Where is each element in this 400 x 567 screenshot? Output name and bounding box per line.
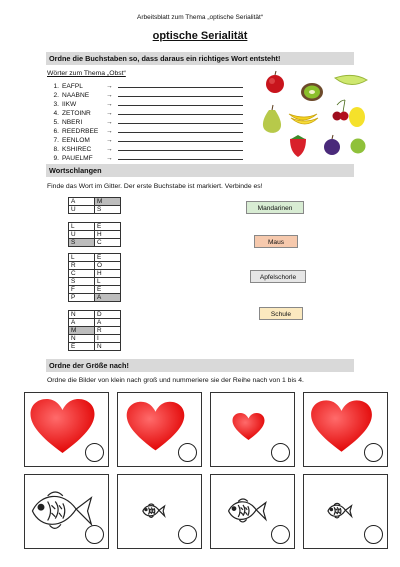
anagram-number: 8. (53, 146, 59, 153)
grid-cell[interactable]: H (95, 231, 121, 239)
answer-line[interactable] (118, 153, 243, 160)
anagram-word: REEDRBEE (62, 128, 99, 135)
grid-cell[interactable]: S (95, 206, 121, 214)
tag-schule[interactable]: Schule (259, 307, 303, 320)
number-circle[interactable] (364, 443, 383, 462)
grid-cell[interactable]: C (69, 270, 95, 278)
grid-cell[interactable]: M (95, 198, 121, 206)
answer-line[interactable] (118, 126, 243, 133)
anagram-item (47, 117, 243, 126)
anagram-item (47, 144, 243, 153)
answer-line[interactable] (118, 144, 243, 151)
arrow-icon: → (106, 155, 113, 162)
answer-line[interactable] (118, 117, 243, 124)
grid-cell[interactable]: O (95, 262, 121, 270)
number-circle[interactable] (178, 525, 197, 544)
grid-cell[interactable]: P (69, 294, 95, 302)
section-heading-size: Ordne der Größe nach! (46, 359, 354, 372)
plum-icon (324, 135, 340, 155)
apple-icon (266, 71, 284, 93)
anagram-number: 3. (53, 101, 59, 108)
anagram-number: 4. (53, 110, 59, 117)
banana-icon (289, 114, 318, 124)
answer-line[interactable] (118, 81, 243, 88)
grid-cell[interactable]: E (69, 343, 95, 351)
number-circle[interactable] (178, 443, 197, 462)
wordsnake-grid-2[interactable] (68, 222, 121, 247)
number-circle[interactable] (85, 443, 104, 462)
page-header: Arbeitsblatt zum Thema „optische Serialität“ (137, 14, 263, 21)
answer-line[interactable] (118, 90, 243, 97)
tag-maus[interactable]: Maus (254, 235, 298, 248)
size-instruction: Ordne die Bilder von klein nach groß und nummeriere sie der Reihe nach von 1 bis 4. (47, 377, 304, 384)
grid-cell[interactable]: I (95, 335, 121, 343)
arrow-icon: → (106, 128, 113, 135)
fish-card (24, 474, 109, 549)
anagram-item (47, 153, 243, 162)
lemon-icon (349, 107, 365, 127)
grid-cell[interactable]: L (95, 278, 121, 286)
strawberry-icon (290, 135, 306, 157)
anagram-subtitle: Wörter zum Thema „Obst“ (47, 70, 126, 77)
arrow-icon: → (106, 83, 113, 90)
arrow-icon: → (106, 119, 113, 126)
anagram-word: NAABNE (62, 92, 90, 99)
number-circle[interactable] (271, 443, 290, 462)
grid-cell[interactable]: H (95, 270, 121, 278)
arrow-icon: → (106, 110, 113, 117)
grid-cell[interactable]: D (95, 311, 121, 319)
anagram-word: EENLOM (62, 137, 90, 144)
arrow-icon: → (106, 92, 113, 99)
answer-line[interactable] (118, 135, 243, 142)
fish-card (210, 474, 295, 549)
fruit-illustrations (255, 70, 370, 162)
green-apple-icon (351, 139, 366, 154)
anagram-word: EAFPL (62, 83, 83, 90)
anagram-number: 9. (53, 155, 59, 162)
grid-cell[interactable]: N (69, 335, 95, 343)
arrow-icon: → (106, 146, 113, 153)
grid-cell[interactable]: E (95, 254, 121, 262)
grid-cell[interactable]: A (69, 198, 95, 206)
anagram-item (47, 126, 243, 135)
anagram-item (47, 108, 243, 117)
anagram-number: 2. (53, 92, 59, 99)
grid-cell[interactable]: S (69, 278, 95, 286)
grid-cell[interactable]: S (69, 239, 95, 247)
answer-line[interactable] (118, 108, 243, 115)
grid-cell[interactable]: C (95, 239, 121, 247)
melon-icon (335, 75, 367, 84)
grid-cell[interactable]: N (95, 343, 121, 351)
anagram-word: IIKW (62, 101, 77, 108)
grid-cell[interactable]: M (69, 327, 95, 335)
wordsnake-grid-4[interactable] (68, 310, 121, 351)
grid-cell[interactable]: E (95, 223, 121, 231)
anagram-word: ZETOINR (62, 110, 91, 117)
anagram-word: NBERI (62, 119, 83, 126)
grid-cell[interactable]: F (69, 286, 95, 294)
number-circle[interactable] (271, 525, 290, 544)
anagram-item (47, 81, 243, 90)
pear-icon (263, 105, 281, 133)
heart-card (117, 392, 202, 467)
anagram-number: 6. (53, 128, 59, 135)
kiwi-icon (301, 83, 323, 101)
arrow-icon: → (106, 137, 113, 144)
heart-card (24, 392, 109, 467)
anagram-word: KSHIREC (62, 146, 92, 153)
fish-card (303, 474, 388, 549)
arrow-icon: → (106, 101, 113, 108)
heart-card (303, 392, 388, 467)
grid-cell[interactable]: A (95, 294, 121, 302)
anagram-number: 7. (53, 137, 59, 144)
wordsnake-grid-3[interactable] (68, 253, 121, 302)
section-heading-anagram: Ordne die Buchstaben so, dass daraus ein richtiges Wort entsteht! (46, 52, 354, 65)
anagram-list (47, 81, 243, 162)
grid-cell[interactable]: A (95, 319, 121, 327)
answer-line[interactable] (118, 99, 243, 106)
number-circle[interactable] (85, 525, 104, 544)
anagram-word: PAUELMF (62, 155, 93, 162)
grid-cell[interactable]: L (69, 223, 95, 231)
grid-cell[interactable]: U (69, 206, 95, 214)
anagram-number: 5. (53, 119, 59, 126)
tag-apfelschorle[interactable]: Apfelschorle (250, 270, 306, 283)
anagram-item (47, 90, 243, 99)
grid-cell[interactable]: A (69, 319, 95, 327)
wordsnakes-instruction: Finde das Wort im Gitter. Der erste Buchstabe ist markiert. Verbinde es! (47, 183, 263, 190)
heart-card (210, 392, 295, 467)
page-title: optische Serialität (152, 30, 248, 42)
anagram-number: 1. (53, 83, 59, 90)
grid-cell[interactable]: R (69, 262, 95, 270)
fish-card (117, 474, 202, 549)
grid-cell[interactable]: L (69, 254, 95, 262)
grid-cell[interactable]: U (69, 231, 95, 239)
section-heading-wordsnakes: Wortschlangen (46, 164, 354, 177)
grid-cell[interactable]: R (95, 327, 121, 335)
cherry-icon (333, 100, 349, 121)
tag-mandarinen[interactable]: Mandarinen (246, 201, 304, 214)
grid-cell[interactable]: E (95, 286, 121, 294)
anagram-item (47, 99, 243, 108)
wordsnake-grid-1[interactable] (68, 197, 121, 214)
grid-cell[interactable]: N (69, 311, 95, 319)
number-circle[interactable] (364, 525, 383, 544)
anagram-item (47, 135, 243, 144)
